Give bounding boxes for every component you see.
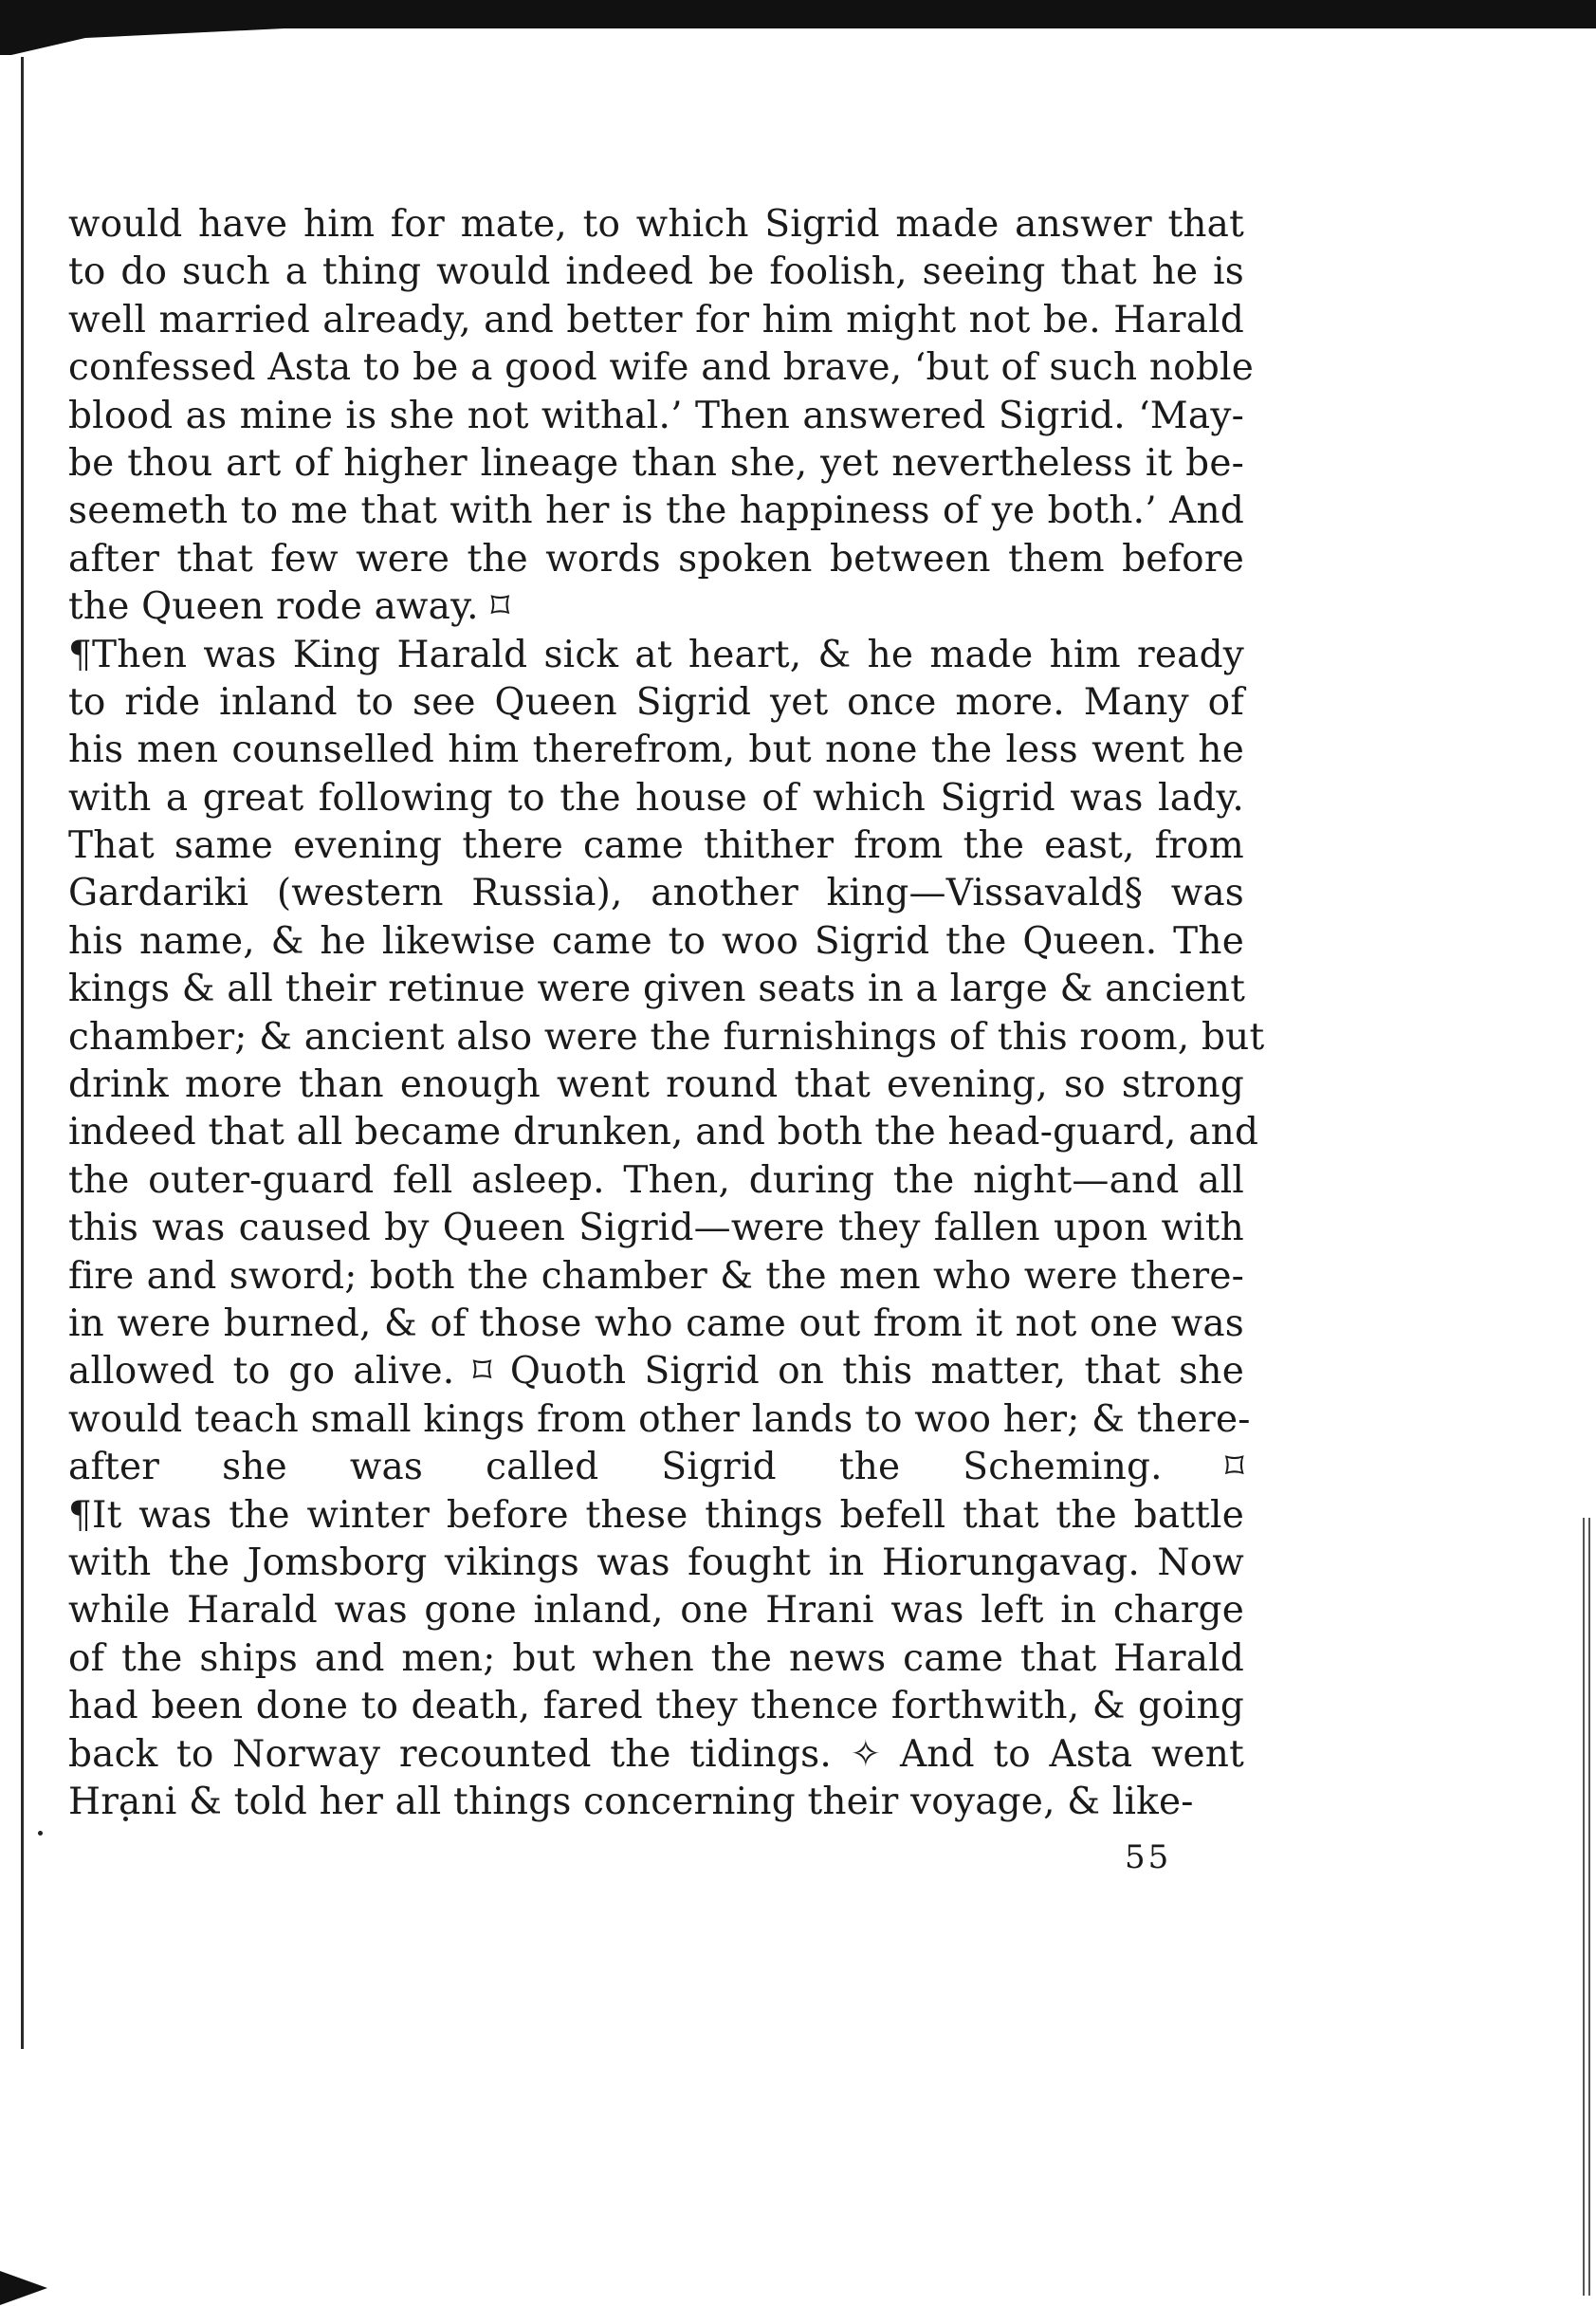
text-line: of the ships and men; but when the news came that Harald — [68, 1636, 1244, 1680]
text-line: confessed Asta to be a good wife and brave, ‘but of such noble — [68, 346, 1254, 390]
text-line: Gardariki (western Russia), another king—Vissavald§ was — [68, 872, 1244, 915]
scan-left-edge — [21, 57, 24, 2049]
text-line: had been done to death, fared they thence forthwith, & going — [68, 1685, 1244, 1728]
text-line: in were burned, & of those who came out from it not one was — [68, 1301, 1244, 1345]
text-line: this was caused by Queen Sigrid—were they fallen upon with — [68, 1207, 1244, 1250]
text-line: his men counselled him therefrom, but none the less went he — [68, 729, 1244, 772]
text-line: ¶Then was King Harald sick at heart, & he made him ready — [68, 633, 1244, 676]
text-line: ¶It was the winter before these things befell that the battle — [68, 1493, 1244, 1537]
text-line: chamber; & ancient also were the furnishings of this room, but — [68, 1015, 1265, 1059]
text-line: to ride inland to see Queen Sigrid yet once more. Many of — [68, 680, 1244, 724]
text-line: would teach small kings from other lands to woo her; & there- — [68, 1397, 1251, 1441]
text-line: well married already, and better for him might not be. Harald — [68, 298, 1244, 341]
scan-top-border-curve — [0, 17, 284, 55]
scan-right-edge — [1583, 1518, 1590, 2296]
text-line: with a great following to the house of which Sigrid was lady. — [68, 776, 1244, 820]
corner-arrow-icon — [0, 2271, 47, 2305]
text-line: after she was called Sigrid the Scheming. ⌑ — [68, 1446, 1244, 1489]
text-line: That same evening there came thither from the east, from — [68, 824, 1244, 868]
text-line: seemeth to me that with her is the happiness of ye both.’ And — [68, 489, 1244, 533]
text-line: allowed to go alive. ⌑ Quoth Sigrid on this matter, that she — [68, 1350, 1244, 1393]
text-line: Hrani & told her all things concerning their voyage, & like- — [68, 1780, 1194, 1823]
text-line: blood as mine is she not withal.’ Then answered Sigrid. ‘May- — [68, 394, 1244, 437]
text-line: back to Norway recounted the tidings. ✧ And to Asta went — [68, 1732, 1244, 1776]
body-text — [68, 201, 1265, 1826]
text-line: fire and sword; both the chamber & the men who were there- — [68, 1254, 1244, 1298]
text-line: his name, & he likewise came to woo Sigrid the Queen. The — [68, 919, 1244, 963]
text-line: with the Jomsborg vikings was fought in Hiorungavag. Now — [68, 1541, 1244, 1584]
text-line: kings & all their retinue were given seats in a large & ancient — [68, 968, 1246, 1011]
text-line: indeed that all became drunken, and both the head-guard, and — [68, 1111, 1259, 1154]
text-line: to do such a thing would indeed be foolish, seeing that he is — [68, 250, 1244, 294]
text-line: after that few were the words spoken between them before — [68, 537, 1244, 581]
text-line: drink more than enough went round that evening, so strong — [68, 1063, 1244, 1107]
text-line: the outer-guard fell asleep. Then, during the night—and all — [68, 1158, 1244, 1202]
page-number: 55 — [1125, 1838, 1172, 1876]
text-line: the Queen rode away. ⌑ — [68, 585, 510, 629]
text-line: be thou art of higher lineage than she, yet nevertheless it be- — [68, 441, 1244, 485]
text-line: would have him for mate, to which Sigrid made answer that — [68, 203, 1244, 246]
scan-speck — [38, 1831, 43, 1836]
text-line: while Harald was gone inland, one Hrani was left in charge — [68, 1589, 1244, 1633]
